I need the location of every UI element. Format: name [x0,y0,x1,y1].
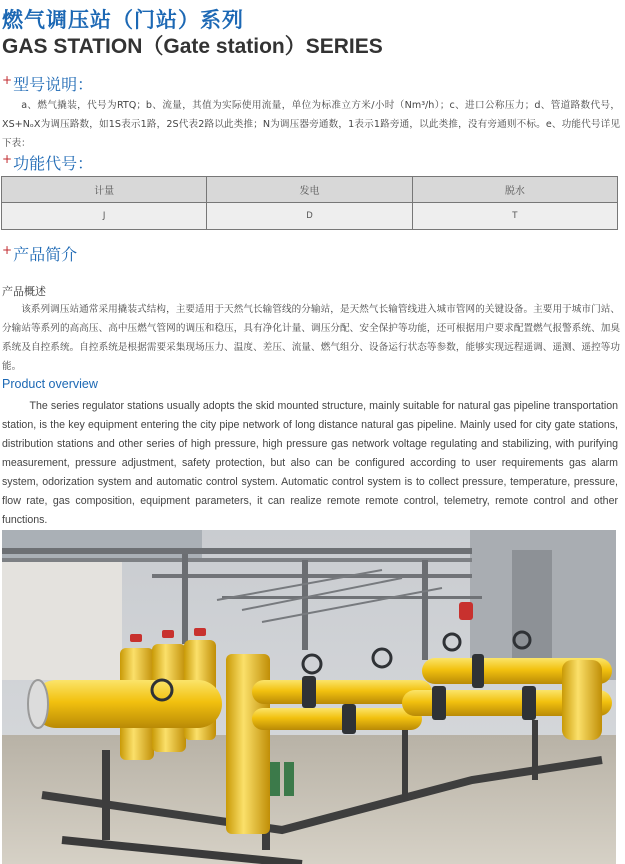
gas-station-photo [2,530,616,864]
function-code-table [1,176,618,230]
model-description: a、燃气撬装，代号为RTQ；b、流量，其值为实际使用流量，单位为标准立方米/小时（Nm³/h）；c、进口公称压力；d、管道路数代号，XS+NₒX为调压路数，如1S表示1路，2S代表2路以此类推；N为调压器旁通数，1表示1路旁通，以此类推，没有旁通则不标。e、功能代号详见下表： [2,100,620,149]
overview-title-en: Product overview [2,377,98,391]
table-header-cell: 发电 [207,177,412,203]
table-cell: T [412,203,617,230]
overview-title-cn: 产品概述 [2,285,46,298]
section-heading-function: +功能代号： [2,152,94,173]
page-title-cn: 燃气调压站（门站）系列 [2,8,244,32]
plus-marker-icon: + [2,243,13,257]
plus-marker-icon: + [2,73,13,87]
page-title-en: GAS STATION（Gate station）SERIES [2,35,383,58]
overview-text-en: The series regulator stations usually adopts the skid mounted structure, mainly suitable for natural gas pipeline transportation station, is the key equipment entering the city pipe network of long distance natural gas pipeline. Mainly used for city gate stations, distribution stations and other series of high pressure, high pressure gas network voltage regulating and stabilizing, with purifying measurement, pressure adjustment, safety protection, but also can be configured according to user requirements gas alarm system, odorization system and automatic control system. Automatic control system is to collect pressure, temperature, pressure, flow rate, gas composition, equipment parameters, it can realize remote remote control, telemetry, remote control and other functions. [2,400,618,526]
table-header-row [2,177,618,203]
table-header-cell: 脱水 [412,177,617,203]
section-heading-model: +型号说明： [2,73,94,94]
table-cell: J [2,203,207,230]
table-cell: D [207,203,412,230]
section-heading-intro: +产品简介 [2,243,78,264]
table-row [2,203,618,230]
overview-text-cn: 该系列调压站通常采用撬装式结构，主要适用于天然气长输管线的分输站，是天然气长输管线进入城市管网的关键设备。主要用于城市门站、分输站等系列的高高压、高中压燃气管网的调压和稳压，具有净化计量、调压分配、安全保护等功能，还可根据用户要求配置燃气报警系统、加臭系统及自控系统。自控系统是根据需要采集现场压力、温度、差压、流量、燃气组分、设备运行状态等参数，能够实现远程遥调、遥测、遥控等功能。 [2,304,620,372]
table-header-cell: 计量 [2,177,207,203]
plus-marker-icon: + [2,152,13,166]
